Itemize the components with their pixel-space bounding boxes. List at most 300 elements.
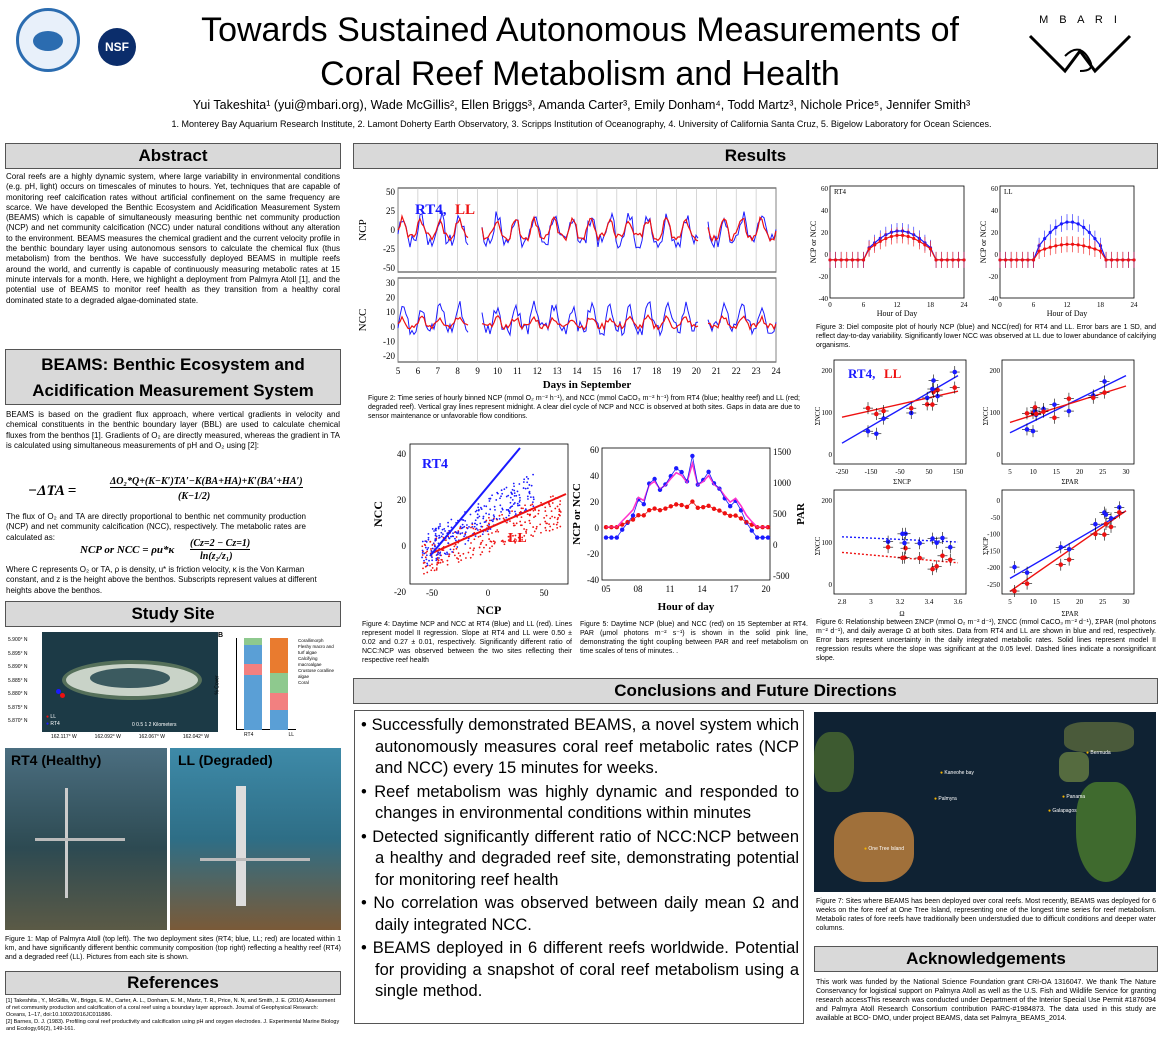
conclusion-item: • Reef metabolism was highly dynamic and responded to changes in environmental conditions within minutes [361, 782, 799, 822]
fig4-point-ll [455, 544, 457, 546]
fig6-ytick: 100 [821, 539, 832, 547]
fig4-point-rt4 [533, 498, 535, 500]
fig6-point [940, 536, 945, 541]
fig4-point-ll [545, 530, 547, 532]
fig6-xtick: 15 [1052, 468, 1060, 476]
nsf-logo: NSF [98, 28, 136, 66]
fig4-point-ll [521, 516, 523, 518]
fig4-point-ll [490, 540, 492, 542]
fig6-point [1109, 516, 1114, 521]
fig4-point-ll [489, 551, 491, 553]
fig4-point-rt4 [495, 499, 497, 501]
fig6-point [1067, 396, 1072, 401]
fig4-point-rt4 [519, 501, 521, 503]
fig6-fit-ll [1010, 386, 1126, 422]
fig4-point-rt4 [523, 478, 525, 480]
fig4-ytick: -20 [394, 587, 406, 597]
fig6-point [930, 567, 935, 572]
fig6-fit-ll [842, 391, 958, 417]
fig3-xtick: 24 [1130, 301, 1138, 309]
mbari-logo: M B A R I [1020, 14, 1140, 94]
fig6-point [1104, 512, 1109, 517]
fig3-ytick: 40 [991, 207, 998, 215]
fig4-point-ll [482, 540, 484, 542]
fig2-xtick: 7 [435, 366, 441, 376]
fig4-point-rt4 [444, 530, 446, 532]
fig6-xtick: 25 [1099, 598, 1107, 606]
fig5-xtick: 20 [761, 584, 771, 594]
fig4-point-rt4 [427, 533, 429, 535]
fig4-point-rt4 [512, 499, 514, 501]
fig4-point-rt4 [485, 513, 487, 515]
fig6-point [1041, 409, 1046, 414]
fig6-point [1093, 522, 1098, 527]
fig6-point [900, 532, 905, 537]
fig4-xtick: 50 [539, 588, 549, 598]
fig3-xtick: 6 [861, 301, 866, 309]
fig4-point-rt4 [503, 488, 505, 490]
fig6-point [1067, 409, 1072, 414]
fig3-ytick: 40 [821, 207, 828, 215]
fig5-xtick: 11 [665, 584, 675, 594]
fig4-point-ll [424, 544, 426, 546]
fig2-ytick: 20 [386, 292, 395, 303]
fig4-point-ll [554, 517, 556, 519]
beams-text-2: The flux of O₂ and TA are directly proportional to benthic net community production (NCP) and net community calcification (NCC), respectively. The metabolic rates are calculated as: [6, 512, 306, 542]
fig6-xtick: 5 [1008, 468, 1012, 476]
fig5-ytick-right: 0 [773, 540, 778, 550]
fig4-point-rt4 [447, 522, 449, 524]
fig5-ytick: 60 [590, 445, 599, 455]
fig4-point-rt4 [494, 509, 496, 511]
fig4-point-ll [548, 523, 550, 525]
fig6-caption: Figure 6: Relationship between ΣNCP (mmol O₂ m⁻² d⁻¹), ΣNCC (mmol CaCO₃ m⁻² d⁻¹), ΣPAR (mol photons m⁻² d⁻¹), and daily average Ω at both sites. Data from RT4 and LL are shown in blue and red, respectively. Error bars represent uncertainty in the daily integrated metabolic rates. Solid lines represent model II regression results where the slope was significant at the 0.05 level. Dashed lines indicate a nonsignificant slope. [816, 619, 1156, 662]
fig4-point-rt4 [494, 506, 496, 508]
fig4-point-ll [548, 504, 550, 506]
fig6-xlabel-b: ΣPAR [1061, 478, 1079, 486]
fig4-point-ll [479, 529, 481, 531]
fig2-label-ll: LL [455, 202, 476, 218]
fig6-point [1091, 395, 1096, 400]
photo-ll: LL (Degraded) [170, 748, 341, 930]
fig4-point-ll [495, 531, 497, 533]
fig4-point-rt4 [426, 549, 428, 551]
study-site-header: Study Site [5, 601, 341, 627]
site-galapagos: ● Galapagos [1048, 808, 1077, 814]
fig6-point [940, 554, 945, 559]
fig3-xtick: 24 [960, 301, 968, 309]
fig5-ytick-right: 1500 [773, 447, 791, 457]
fig4-point-rt4 [447, 525, 449, 527]
fig4-point-ll [557, 522, 559, 524]
fig3-ylabel-b: NCP or NCC [979, 220, 988, 264]
fig4-point-ll [472, 549, 474, 551]
fig6-ytick: 100 [989, 409, 1000, 417]
fig4-point-ll [426, 572, 428, 574]
fig6-ylabel-c: ΣNCC [814, 536, 822, 556]
fig6-point [902, 541, 907, 546]
fig4-point-rt4 [491, 520, 493, 522]
fig4-point-ll [494, 543, 496, 545]
fig4-point-ll [458, 561, 460, 563]
fig4-point-rt4 [514, 495, 516, 497]
fig4-point-ll [545, 522, 547, 524]
fig4-point-ll [430, 569, 432, 571]
fig5-daytime [572, 438, 812, 618]
fig4-point-ll [513, 523, 515, 525]
fig6-xtick: 3 [869, 598, 873, 606]
fig4-point-rt4 [433, 530, 435, 532]
fig4-point-ll [468, 552, 470, 554]
fig5-ytick: -20 [587, 549, 599, 559]
fig6-point [1067, 557, 1072, 562]
fig5-xlabel: Hour of day [657, 601, 715, 613]
fig4-point-rt4 [423, 560, 425, 562]
fig6-point [1034, 412, 1039, 417]
fig4-point-rt4 [447, 553, 449, 555]
fig4-point-ll [533, 510, 535, 512]
fig4-point-ll [436, 564, 438, 566]
fig6-xtick: 3.4 [924, 598, 934, 606]
beams-header: BEAMS: Benthic Ecosystem and Acidification Measurement System [5, 349, 341, 405]
fig4-point-rt4 [532, 505, 534, 507]
fig5-ytick: 0 [594, 523, 599, 533]
fig4-point-ll [447, 560, 449, 562]
fig4-point-ll [557, 518, 559, 520]
fig5-ytick-right: 500 [773, 509, 787, 519]
fig4-point-ll [530, 534, 532, 536]
fig4-point-rt4 [496, 492, 498, 494]
fig4-point-rt4 [462, 519, 464, 521]
fig4-point-rt4 [501, 493, 503, 495]
fig6-point [948, 557, 953, 562]
fig3-ytick: 20 [821, 229, 828, 237]
fig2-ytick: -10 [383, 336, 395, 347]
fig2-xtick: 13 [552, 366, 562, 376]
fig4-point-ll [421, 545, 423, 547]
fig4-point-rt4 [422, 552, 424, 554]
fig4-point-ll [453, 549, 455, 551]
fig6-point [948, 545, 953, 550]
fig6-xtick: -250 [835, 468, 849, 476]
fig3-ytick: 60 [991, 185, 998, 193]
fig6-point [952, 385, 957, 390]
fig6-point [930, 536, 935, 541]
fig4-point-ll [488, 538, 490, 540]
fig4-point-rt4 [474, 523, 476, 525]
community-bar-chart: B % Cover RT4 LL Corallimorph Fleshy macro and turf algae Calcifying macroalgae Crustose coralline algae Coral [218, 632, 340, 744]
fig4-point-ll [429, 541, 431, 543]
fig5-ytick: 40 [590, 471, 599, 481]
fig6-ytick: 0 [996, 451, 1000, 459]
fig4-point-ll [551, 510, 553, 512]
fig4-point-ll [514, 524, 516, 526]
fig4-point-rt4 [475, 519, 477, 521]
map-scale: 0 0.5 1 2 Kilometers [132, 722, 177, 728]
fig6-ytick: 0 [828, 451, 832, 459]
fig2-xtick: 11 [513, 366, 522, 376]
fig4-point-rt4 [529, 491, 531, 493]
fig4-point-rt4 [441, 535, 443, 537]
fig4-point-ll [485, 544, 487, 546]
fig6-point [952, 370, 957, 375]
fig4-point-rt4 [531, 485, 533, 487]
fig4-point-rt4 [448, 537, 450, 539]
fig4-label-ll: LL [508, 531, 527, 546]
fig4-point-rt4 [470, 514, 472, 516]
fig4-point-ll [470, 542, 472, 544]
fig6-ytick: 0 [996, 497, 1000, 505]
fig3-caption: Figure 3: Diel composite plot of hourly NCP (blue) and NCC(red) for RT4 and LL. Error bars are 1 SD, and reflect day-to-day variability. Significantly lower NCC was observed at LL due to lower abundance of calcifying organisms. [816, 324, 1156, 349]
fig5-xtick: 17 [729, 584, 739, 594]
fig5-ytick: -40 [587, 575, 599, 585]
fig4-point-rt4 [426, 541, 428, 543]
fig4-point-rt4 [450, 519, 452, 521]
fig4-point-ll [530, 504, 532, 506]
fig4-point-rt4 [491, 494, 493, 496]
fig4-point-ll [447, 564, 449, 566]
fig5-xtick: 14 [697, 584, 707, 594]
fig4-point-rt4 [455, 540, 457, 542]
fig4-ytick: 0 [401, 541, 406, 551]
fig4-point-rt4 [519, 497, 521, 499]
fig4-point-rt4 [513, 503, 515, 505]
fig6-point [1012, 565, 1017, 570]
fig7-caption: Figure 7: Sites where BEAMS has been deployed over coral reefs. Most recently, BEAMS was deployed for 6 weeks on the fore reef at One Tree Island, representing one of the longest time series for reef metabolism. Metabolic rates of fore reefs have traditionally been understudied due to difficult conditions and deeper water columns. [816, 898, 1156, 932]
fig4-point-ll [516, 522, 518, 524]
fig4-point-rt4 [510, 502, 512, 504]
fig2-ylabel-top: NCP [357, 219, 369, 241]
fig2-ytick: 50 [386, 187, 395, 197]
fig3-ytick: -20 [988, 273, 998, 281]
fig4-point-rt4 [438, 526, 440, 528]
fig4-point-rt4 [488, 513, 490, 515]
fig4-point-rt4 [508, 511, 510, 513]
fig3-ylabel-a: NCP or NCC [809, 220, 818, 264]
fig4-point-ll [422, 567, 424, 569]
fig2-xtick: 18 [652, 366, 662, 376]
fig4-caption: Figure 4: Daytime NCP and NCC at RT4 (Blue) and LL (red). Lines represent model II regression. Slope at RT4 and LL were 0.50 ± 0.02 and 0.27 ± 0.01, respectively. Significantly different ratio of NCC:NCP was observed between the two sites reflecting their respective reef health [362, 621, 572, 664]
fig6-ytick: -150 [987, 547, 1000, 556]
fig4-point-rt4 [426, 562, 428, 564]
fig6-point [900, 556, 905, 561]
fig4-xtick: -50 [426, 588, 438, 598]
fig4-point-rt4 [428, 537, 430, 539]
fig4-point-rt4 [478, 510, 480, 512]
fig4-point-rt4 [485, 505, 487, 507]
fig3-label-rt4: RT4 [834, 188, 847, 196]
fig4-point-ll [480, 543, 482, 545]
fig3-ytick: 0 [994, 251, 998, 259]
fig4-point-rt4 [454, 538, 456, 540]
fig4-ytick: 20 [397, 495, 406, 505]
fig2-xtick: 16 [612, 366, 622, 376]
fig4-point-rt4 [431, 550, 433, 552]
fig4-point-rt4 [517, 491, 519, 493]
fig2-xtick: 23 [751, 366, 761, 376]
fig4-point-ll [431, 544, 433, 546]
fig4-point-rt4 [499, 518, 501, 520]
fig4-point-ll [431, 563, 433, 565]
fig4-point-rt4 [528, 484, 530, 486]
fig3-ytick: 20 [991, 229, 998, 237]
fig4-point-ll [441, 559, 443, 561]
fig4-point-rt4 [493, 514, 495, 516]
fig4-point-ll [429, 565, 431, 567]
fig2-ytick: -50 [383, 263, 395, 273]
fig3-ytick: 0 [824, 251, 828, 259]
fig6-xlabel-d: ΣPAR [1061, 610, 1079, 618]
fig4-point-rt4 [501, 489, 503, 491]
fig6-regressions [812, 356, 1158, 618]
fig4-point-rt4 [527, 498, 529, 500]
fig6-point [1052, 415, 1057, 420]
fig4-point-ll [489, 520, 491, 522]
fig4-point-ll [501, 540, 503, 542]
fig6-xtick: 5 [1008, 598, 1012, 606]
fig3-diel [809, 180, 1158, 320]
fig4-point-ll [454, 554, 456, 556]
conclusion-item: • Successfully demonstrated BEAMS, a novel system which autonomously measures coral reef metabolic rates (NCP and NCC) every 15 minutes for weeks. [361, 716, 799, 777]
fig4-point-ll [554, 508, 556, 510]
fig4-point-ll [489, 547, 491, 549]
fig4-point-rt4 [446, 551, 448, 553]
fig4-point-ll [488, 517, 490, 519]
fig6-fit-rt4 [1010, 511, 1126, 579]
fig2-ytick: 0 [390, 225, 395, 235]
fig4-point-ll [521, 524, 523, 526]
fig4-point-ll [496, 529, 498, 531]
fig4-point-rt4 [526, 481, 528, 483]
fig6-point [903, 546, 908, 551]
fig4-point-ll [448, 556, 450, 558]
fig4-point-ll [470, 557, 472, 559]
fig5-ncp-line [606, 456, 768, 538]
fig4-point-rt4 [464, 534, 466, 536]
fig4-point-rt4 [457, 533, 459, 535]
references-header: References [5, 971, 341, 995]
fig6-xtick: 150 [952, 468, 964, 476]
fig4-point-ll [472, 554, 474, 556]
fig6-xlabel-a: ΣNCP [893, 478, 911, 486]
fig4-point-ll [487, 525, 489, 527]
fig4-point-rt4 [489, 500, 491, 502]
fig4-point-rt4 [479, 523, 481, 525]
fig4-point-ll [483, 547, 485, 549]
fig5-ytick-right: 1000 [773, 478, 791, 488]
fig6-point [1104, 522, 1109, 527]
fig6-xtick: 30 [1122, 468, 1130, 476]
fig6-point [1012, 589, 1017, 594]
beams-text-1: BEAMS is based on the gradient flux approach, where vertical gradients in velocity and chemical constituents in the benthic boundary layer (BBL) are used to calculate chemical fluxes from the benthos [1]. Gradients of O₂ are directly measured, whereas the gradient in TA is calculated using simultaneous measurements of pH and O₂ using [2]: [6, 410, 340, 450]
authors: Yui Takeshita¹ (yui@mbari.org), Wade McGillis², Ellen Briggs³, Amanda Carter³, Emily Donham⁴, Todd Martz³, Nichole Price⁵, Jennifer Smith³ [192, 98, 971, 112]
fig4-point-ll [540, 502, 542, 504]
fig4-point-rt4 [435, 559, 437, 561]
fig4-point-ll [559, 510, 561, 512]
fig4-point-rt4 [463, 535, 465, 537]
fig4-point-rt4 [434, 529, 436, 531]
fig6-point [881, 409, 886, 414]
fig4-ytick: 40 [397, 449, 406, 459]
fig4-point-ll [559, 515, 561, 517]
fig4-point-ll [432, 567, 434, 569]
fig4-point-rt4 [423, 553, 425, 555]
fig5-ylabel: NCP or NCC [571, 483, 583, 545]
fig4-point-ll [521, 507, 523, 509]
site-kaneohe: ● Kaneohe bay [940, 770, 974, 776]
fig6-point [874, 431, 879, 436]
fig4-point-rt4 [480, 526, 482, 528]
fig4-point-rt4 [428, 539, 430, 541]
fig2-xtick: 10 [492, 366, 502, 376]
fig4-point-rt4 [513, 483, 515, 485]
fig6-point [1067, 547, 1072, 552]
fig4-point-ll [559, 504, 561, 506]
fig4-point-rt4 [482, 518, 484, 520]
fig4-point-rt4 [506, 509, 508, 511]
fig4-point-ll [422, 554, 424, 556]
fig3-xtick: 0 [828, 301, 832, 309]
fig4-point-ll [552, 495, 554, 497]
fig2-ytick: 25 [386, 206, 395, 216]
fig4-ylabel: NCC [371, 501, 385, 527]
fig6-point [874, 412, 879, 417]
fig4-point-rt4 [422, 550, 424, 552]
fig4-point-rt4 [475, 535, 477, 537]
fig4-point-rt4 [505, 517, 507, 519]
fig4-point-rt4 [487, 530, 489, 532]
fig4-point-rt4 [518, 483, 520, 485]
fig4-xlabel: NCP [476, 603, 502, 617]
fig6-point [1025, 570, 1030, 575]
fig4-point-ll [456, 536, 458, 538]
abstract-header: Abstract [5, 143, 341, 169]
fig2-ylabel-bot: NCC [357, 308, 369, 332]
site-palmyra: ● Palmyra [934, 796, 957, 802]
fig4-point-rt4 [515, 495, 517, 497]
fig4-point-rt4 [499, 504, 501, 506]
fig4-point-rt4 [436, 554, 438, 556]
fig6-point [866, 406, 871, 411]
fig4-point-rt4 [499, 497, 501, 499]
fig4-point-ll [550, 496, 552, 498]
fig4-point-ll [504, 543, 506, 545]
fig3-ytick: 60 [821, 185, 828, 193]
fig3-ytick: -40 [988, 295, 998, 303]
map-lon-labels: 162.117° W 162.092° W 162.067° W 162.042° W [50, 734, 210, 740]
fig2-label-rt4: RT4, [415, 202, 447, 218]
fig4-point-ll [462, 553, 464, 555]
site-bermuda: ● Bermuda [1086, 750, 1111, 756]
fig2-caption: Figure 2: Time series of hourly binned NCP (mmol O₂ m⁻² h⁻¹), and NCC (mmol CaCO₃ m⁻² h⁻¹) from RT4 (blue; healthy reef) and LL (red; degraded reef). Vertical gray lines represent midnight. A clear diel cycle of NCP and NCC is observed at both sites. Gaps in data are due to sensor maintenance or unfavorable flow conditions. [368, 395, 800, 420]
fig4-point-rt4 [483, 505, 485, 507]
palmyra-map [8, 632, 218, 744]
fig4-point-ll [491, 532, 493, 534]
fig6-point [1058, 562, 1063, 567]
fig4-point-rt4 [478, 503, 480, 505]
site-panama: ● Panama [1062, 794, 1086, 800]
fig4-label-rt4: RT4 [422, 457, 448, 472]
fig1-caption: Figure 1: Map of Palmyra Atoll (top left). The two deployment sites (RT4; blue, LL; red) are located within 1 km, and have significantly different benthic community composition (top right) reflecting a healthy reef (RT4) and a degraded reef (LL). Pictures from each site is shown. [5, 936, 341, 961]
fig4-point-rt4 [438, 557, 440, 559]
fig5-ytick-right: -500 [773, 571, 790, 581]
fig5-caption: Figure 5: Daytime NCP (blue) and NCC (red) on 15 September at RT4. PAR (μmol photons m⁻² s⁻¹) is shown in the solid pink line, demonstrating the tight coupling between PAR and reef metabolism on time scales of tens of minutes. . [580, 621, 808, 655]
fig4-point-ll [552, 529, 554, 531]
fig6-xtick: 30 [1122, 598, 1130, 606]
fig4-point-rt4 [460, 526, 462, 528]
fig4-point-rt4 [489, 498, 491, 500]
fig4-point-rt4 [458, 531, 460, 533]
